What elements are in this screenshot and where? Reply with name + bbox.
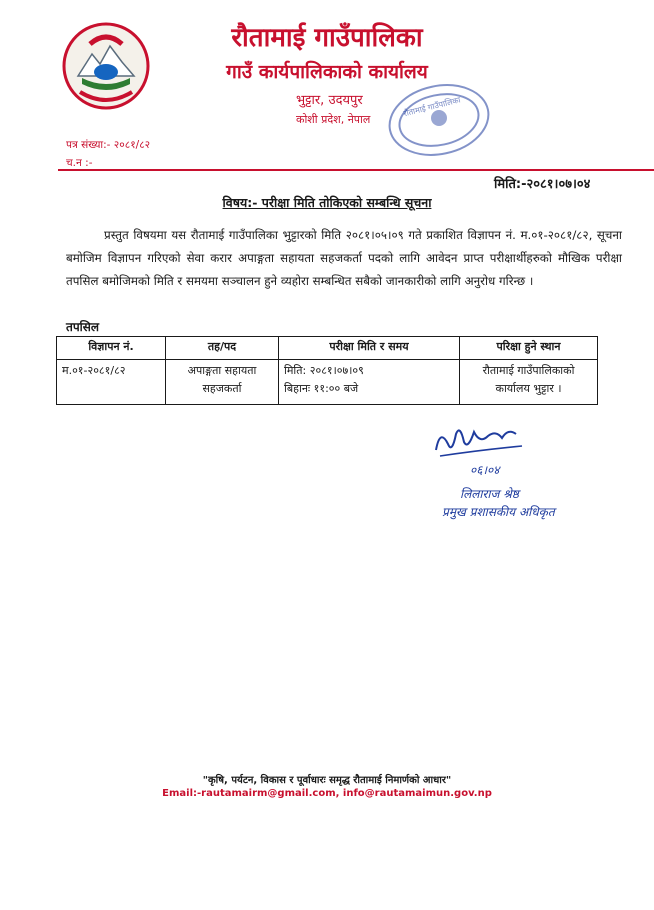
address-line-2: कोशी प्रदेश, नेपाल [296, 113, 371, 126]
letter-reference-number: पत्र संख्या:- २०८१/८२ [66, 139, 151, 151]
svg-text:०६।०४: ०६।०४ [470, 463, 500, 477]
signatory-name: लिलाराज श्रेष्ठ [460, 487, 519, 501]
venue-line-2: कार्यालय भुट्टार । [495, 382, 562, 395]
column-header-datetime: परीक्षा मिति र समय [279, 337, 460, 360]
subject-line: विषय:- परीक्षा मिति तोकिएको सम्बन्धि सूचना [222, 195, 432, 210]
cell-ad-no: म.०१-२०८१/८२ [57, 360, 166, 405]
header-divider [58, 169, 654, 171]
column-header-ad-no: विज्ञापन नं. [57, 337, 166, 360]
post-line-1: अपाङ्गता सहायता [187, 364, 257, 377]
column-header-post: तह/पद [166, 337, 279, 360]
dispatch-number: च.न :- [66, 157, 93, 169]
table-header-row [57, 337, 598, 360]
office-title: गाउँ कार्यपालिकाको कार्यालय [226, 61, 428, 83]
svg-text:रौतामाई गाउँपालिका: रौतामाई गाउँपालिका [402, 95, 462, 119]
office-stamp-icon [384, 80, 494, 160]
post-line-2: सहजकर्ता [202, 382, 242, 395]
municipality-title: रौतामाई गाउँपालिका [231, 23, 423, 53]
footer-slogan: "कृषि, पर्यटन, विकास र पूर्वाधारः समृद्ध रौतामाई निमार्णको आधार" [202, 775, 452, 786]
footer-contact: Email:-rautamairm@gmail.com, info@rautamaimun.gov.np [162, 788, 492, 799]
schedule-label: तपसिल [66, 320, 100, 334]
exam-schedule-table [56, 336, 598, 405]
cell-datetime [279, 360, 460, 405]
address-line-1: भुट्टार, उदयपुर [296, 93, 363, 108]
document-date: मिति:-२०८१।०७।०४ [494, 177, 591, 192]
table-row [57, 360, 598, 405]
venue-line-1: रौतामाई गाउँपालिकाको [482, 364, 575, 377]
column-header-venue: परिक्षा हुने स्थान [460, 337, 598, 360]
exam-time: बिहानः ११:०० बजे [284, 382, 359, 395]
signatory-title: प्रमुख प्रशासकीय अधिकृत [442, 505, 555, 519]
signature-icon [430, 420, 550, 482]
cell-venue [460, 360, 598, 405]
notice-body: प्रस्तुत विषयमा यस रौतामाई गाउँपालिका भुट्टारको मिति २०८१।०५।०९ गते प्रकाशित विज्ञापन नं. म.०१-२०८१/८२, सूचना बमोजिम विज्ञापन गरिएको सेवा करार अपाङ्गता सहायता सहजकर्ता पदको लागि आवेदन प्राप्त परीक्षार्थीहरुको मौखिक परीक्षा तपसिल बमोजिमको मिति र समयमा सञ्चालन हुने व्यहोरा सम्बन्धित सबैको जानकारीको लागि अनुरोध गरिन्छ । [66, 228, 622, 288]
exam-date: मिति: २०८१।०७।०९ [284, 364, 364, 377]
cell-post [166, 360, 279, 405]
